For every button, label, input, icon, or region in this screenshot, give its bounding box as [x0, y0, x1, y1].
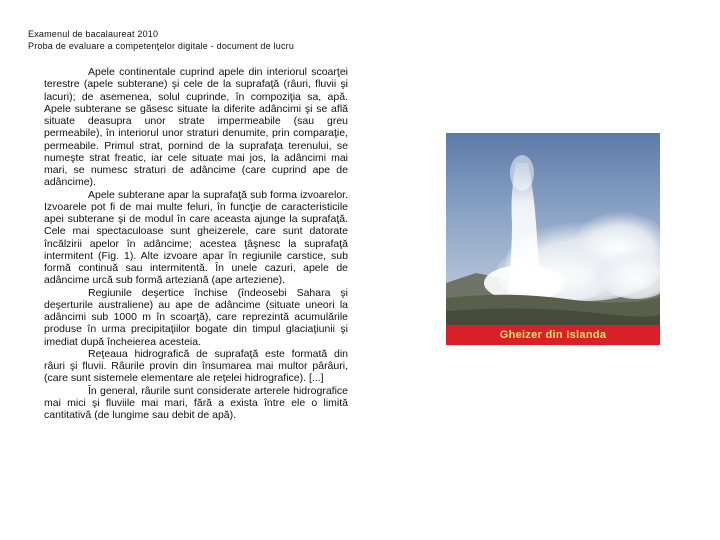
figure-caption-bar — [446, 325, 660, 345]
geyser-figure — [446, 133, 660, 345]
paragraph-4: Reţeaua hidrografică de suprafaţă este formată din râuri şi fluvii. Râurile provin din însumarea mai multor pârâuri, (care sunt sistemele elementare ale reţelei hidrografice). [...] — [44, 347, 348, 385]
figure-caption: Gheizer din Islanda — [499, 329, 607, 341]
paragraph-1: Apele continentale cuprind apele din interiorul scoarţei terestre (apele subterane) şi cele de la suprafaţă (râuri, fluvii şi lacuri); de asemenea, solul cuprinde, în compoziţia sa, apă. Apele subterane se găsesc situate la diferite adâncimi şi se află situate deasupra unor strate impermeabile (sau greu permeabile), în interiorul unor straturi denumite, prin comparaţie, permeabile. Primul strat, pornind de la suprafaţa terenului, se numeşte strat freatic, iar cele situate mai jos, la adâncimi mai mari, se numesc straturi de adâncime (care cuprind ape de adâncime). — [44, 66, 348, 189]
paragraph-5: În general, râurile sunt considerate arterele hidrografice mai mici şi fluviile mai mari, fără a exista între ele o limită cantitativă (de lungime sau debit de apă). — [44, 384, 348, 421]
document-header — [28, 28, 294, 52]
exam-subtitle: Proba de evaluare a competenţelor digitale - document de lucru — [28, 41, 295, 51]
geyser-photo — [446, 133, 660, 325]
paragraph-3: Regiunile deşertice închise (îndeosebi Sahara şi deşerturile australiene) au ape de adâncime (situate uneori la adâncimi sub 1000 m în scoarţă), care reprezintă acumulările produse în urma precipitaţiilor bogate din timpul glaciaţiunii şi imediat după încheierea acesteia. — [44, 286, 348, 348]
document-body — [44, 66, 348, 421]
paragraph-2: Apele subterane apar la suprafaţă sub forma izvoarelor. Izvoarele pot fi de mai multe feluri, în funcţie de caracteristicile apei subterane şi de modul în care aceasta ajunge la suprafaţă. Cele mai spectaculoase sunt gheizerele, care sunt datorate încălzirii apelor în adâncime; acestea ţâşnesc la suprafaţă intermitent (Fig. 1). Alte izvoare apar în regiunile carstice, sub formă continuă sau intermitentă. În unele cazuri, apele de adâncime urcă sub formă arteziană (ape arteziene). — [44, 188, 348, 287]
exam-title: Examenul de bacalaureat 2010 — [28, 29, 159, 39]
